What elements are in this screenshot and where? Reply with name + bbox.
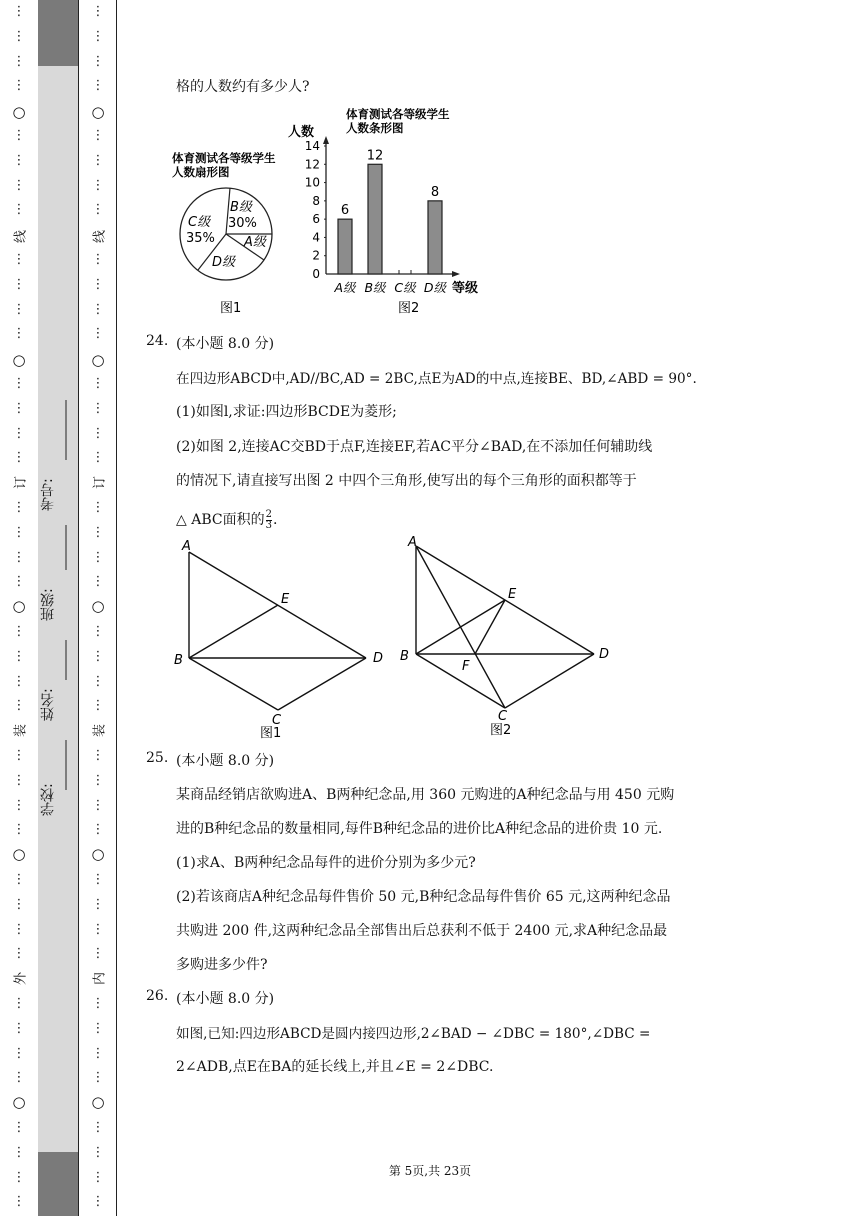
bar-x-arrow [452,271,460,277]
q26-line1: 如图,已知:四边形ABCD是圆内接四边形,2∠BAD − ∠DBC = 180°,∠DBC = [176,1026,651,1042]
pie-label-b: B级 [230,200,252,215]
outer-dots: ⋮ [12,400,26,416]
bar-value-label: 8 [430,184,440,200]
outer-cut-mark: 线 [13,230,29,244]
bar-value-label: 6 [340,203,350,219]
q24-line3-suffix: . [272,512,278,528]
q25-number: 25. [146,750,169,766]
inner-dots: ⋮ [91,1070,105,1086]
q24-figure-1 [170,534,390,740]
outer-dots: ⋮ [12,896,26,912]
inner-cut-mark: 订 [92,476,108,490]
inner-dots: ⋮ [91,28,105,44]
inner-dots: ⋮ [91,524,105,540]
inner-circle-mark: ○ [91,351,105,369]
inner-dots: ⋮ [91,996,105,1011]
inner-dots: ⋮ [91,698,105,714]
outer-cut-mark: 订 [13,476,29,490]
label-class: 班级: [40,588,56,622]
inner-dots: ⋮ [91,450,105,466]
outer-dots: ⋮ [12,822,26,838]
inner-dots: ⋮ [91,128,105,143]
inner-dots: ⋮ [91,797,105,813]
label-name: 姓名: [40,688,56,722]
q24-number: 24. [146,333,169,349]
outer-dots: ⋮ [12,748,26,763]
bar-title-line2: 人数条形图 [346,121,404,135]
pie-figure-label: 图1 [220,301,242,316]
bar-y-tick-label: 6 [312,212,320,227]
bar-y-tick-label: 0 [312,267,320,281]
outer-dots: ⋮ [12,1194,26,1210]
inner-dots: ⋮ [91,1020,105,1036]
q26-line2: 2∠ADB,点E在BA的延长线上,并且∠E = 2∠DBC. [176,1059,494,1075]
inner-dots: ⋮ [91,574,105,590]
inner-dots: ⋮ [91,549,105,565]
outer-dots: ⋮ [12,301,26,317]
q24-line3-prefix: △ ABC面积的 [176,512,265,528]
outer-dots: ⋮ [12,574,26,590]
outer-dots: ⋮ [12,1020,26,1036]
outer-dots: ⋮ [12,376,26,391]
bar-title-line1: 体育测试各等级学生 [346,107,450,121]
outer-dots: ⋮ [12,128,26,143]
fig2-label-d: D [599,647,610,662]
outer-dots: ⋮ [12,28,26,44]
q25-part2-line2: 共购进 200 件,这两种纪念品全部售出后总获利不低于 2400 元,求A种纪念品最 [176,923,668,939]
bar-ylabel: 人数 [288,125,315,140]
fig2-label-e: E [508,587,517,602]
inner-dots: ⋮ [91,276,105,292]
inner-dots: ⋮ [91,1169,105,1185]
q24-part2-line3 [176,509,277,531]
bar-y-tick-label: 12 [304,157,320,172]
inner-dots: ⋮ [91,152,105,168]
outer-dots: ⋮ [12,872,26,887]
inner-circle-mark: ○ [91,103,105,121]
outer-dots: ⋮ [12,1169,26,1185]
outer-dots: ⋮ [12,326,26,342]
pie-title-line2: 人数扇形图 [172,165,230,179]
q26-number: 26. [146,988,169,1004]
inner-cut-mark: 内 [92,972,108,986]
pie-label-d: D级 [212,255,236,270]
inner-dots: ⋮ [91,4,105,19]
outer-dots: ⋮ [12,648,26,664]
outer-dots: ⋮ [12,524,26,540]
q24-stem: 在四边形ABCD中,AD//BC,AD = 2BC,点E为AD的中点,连接BE、BD,∠ABD = 90°. [176,371,697,387]
fig1-label-d: D [373,651,384,666]
bar-x-tick-label: B级 [364,280,386,295]
pie-label-a: A级 [244,235,266,250]
outer-dots: ⋮ [12,1045,26,1061]
fig1-label-e: E [281,592,290,607]
outer-dots: ⋮ [12,78,26,94]
outer-dots: ⋮ [12,276,26,292]
outer-dots: ⋮ [12,202,26,218]
outer-dots: ⋮ [12,1070,26,1086]
outer-dotted-line [0,0,38,1216]
inner-dotted-line [79,0,117,1216]
fig2-label-f: F [462,659,470,674]
inner-dots: ⋮ [91,624,105,639]
label-exam-number: 考号: [40,478,56,512]
outer-dots: ⋮ [12,624,26,639]
outer-dots: ⋮ [12,425,26,441]
outer-dots: ⋮ [12,698,26,714]
outer-dots: ⋮ [12,772,26,788]
bar-y-ticks [305,139,326,281]
bar-x-tick-label: D级 [423,280,447,295]
outer-dots: ⋮ [12,797,26,813]
inner-circle-mark: ○ [91,845,105,863]
q25-line2: 进的B种纪念品的数量相同,每件B种纪念品的进价比A种纪念品的进价贵 10 元. [176,821,663,837]
q23-continuation: 格的人数约有多少人? [176,79,310,95]
inner-dots: ⋮ [91,301,105,317]
bar-y-arrow [323,136,329,144]
q26-score: (本小题 8.0 分) [176,991,275,1007]
outer-circle-mark: ○ [12,597,26,615]
inner-dots: ⋮ [91,326,105,342]
outer-cut-mark: 装 [13,724,29,738]
fig1-caption: 图1 [260,726,282,740]
inner-dots: ⋮ [91,1194,105,1210]
bar-x-tick-label: A级 [334,280,356,295]
pie-percent-c: 35% [186,231,215,246]
outer-dots: ⋮ [12,177,26,193]
bar-xlabel: 等级 [452,281,479,296]
q24-part2-line1: (2)如图 2,连接AC交BD于点F,连接EF,若AC平分∠BAD,在不添加任何辅助线 [176,439,653,455]
outer-dots: ⋮ [12,673,26,689]
inner-dots: ⋮ [91,1045,105,1061]
bar-y-tick-label: 10 [304,175,320,190]
pie-chart [168,148,298,318]
fig2-label-c: C [498,709,508,724]
inner-dots: ⋮ [91,772,105,788]
fraction-denominator: 3 [265,519,272,531]
q24-figure-2 [398,532,624,742]
inner-dots: ⋮ [91,946,105,962]
inner-dots: ⋮ [91,648,105,664]
pie-title-line1: 体育测试各等级学生 [172,151,276,165]
outer-dots: ⋮ [12,450,26,466]
outer-dots: ⋮ [12,500,26,515]
outer-dots: ⋮ [12,996,26,1011]
bar-bars [338,148,442,274]
q25-part2-line1: (2)若该商店A种纪念品每件售价 50 元,B种纪念品每件售价 65 元,这两种纪念品 [176,889,671,905]
bar-figure-label: 图2 [398,301,420,316]
q25-line1: 某商品经销店欲购进A、B两种纪念品,用 360 元购进的A种纪念品与用 450 元购 [176,787,675,803]
binding-outer-strip [0,0,39,1216]
q25-score: (本小题 8.0 分) [176,753,275,769]
inner-dots: ⋮ [91,1144,105,1160]
inner-dots: ⋮ [91,376,105,391]
inner-dots: ⋮ [91,78,105,94]
outer-circle-mark: ○ [12,845,26,863]
fraction-numerator: 2 [265,508,272,520]
outer-dots: ⋮ [12,921,26,937]
outer-dots: ⋮ [12,549,26,565]
q25-part1: (1)求A、B两种纪念品每件的进价分别为多少元? [176,855,476,871]
q25-part2-line3: 多购进多少件? [176,957,268,973]
bar-0 [338,219,352,274]
outer-dots: ⋮ [12,152,26,168]
inner-dots: ⋮ [91,400,105,416]
inner-dots: ⋮ [91,53,105,69]
inner-dots: ⋮ [91,748,105,763]
pie-label-c: C级 [188,215,211,230]
inner-dots: ⋮ [91,252,105,267]
fig2-caption: 图2 [490,723,512,738]
outer-cut-mark: 外 [13,972,29,986]
bar-1 [368,164,382,274]
bar-x-labels [333,280,447,295]
inner-dots: ⋮ [91,896,105,912]
q24-part1: (1)如图l,求证:四边形BCDE为菱形; [176,404,397,420]
bar-3 [428,201,442,274]
outer-circle-mark: ○ [12,351,26,369]
inner-dots: ⋮ [91,1120,105,1135]
inner-cut-mark: 线 [92,230,108,244]
inner-dots: ⋮ [91,177,105,193]
bar-chart [284,104,494,318]
bar-value-label: 12 [366,148,384,164]
label-school: 学校: [40,783,56,817]
outer-dots: ⋮ [12,1144,26,1160]
inner-circle-mark: ○ [91,1093,105,1111]
outer-dots: ⋮ [12,946,26,962]
inner-circle-mark: ○ [91,597,105,615]
pie-percent-b: 30% [228,216,257,231]
fig1-label-b: B [174,653,183,668]
bar-y-tick-label: 4 [312,230,320,245]
inner-dots: ⋮ [91,202,105,218]
outer-dots: ⋮ [12,4,26,19]
inner-dots: ⋮ [91,822,105,838]
outer-circle-mark: ○ [12,103,26,121]
binding-blank-lines [38,0,78,1216]
fig1-label-a: A [182,539,191,554]
inner-dots: ⋮ [91,425,105,441]
inner-dots: ⋮ [91,500,105,515]
q24-part2-line2: 的情况下,请直接写出图 2 中四个三角形,使写出的每个三角形的面积都等于 [176,473,637,489]
q24-score: (本小题 8.0 分) [176,336,275,352]
fig2-label-a: A [408,535,417,550]
bar-y-tick-label: 8 [312,193,320,208]
inner-cut-mark: 装 [92,724,108,738]
outer-dots: ⋮ [12,252,26,267]
inner-dots: ⋮ [91,921,105,937]
outer-dots: ⋮ [12,53,26,69]
bar-x-tick-label: C级 [394,280,416,295]
fraction-two-thirds [266,510,272,531]
bar-y-tick-label: 14 [304,139,320,153]
fig1-label-c: C [272,713,282,728]
inner-dots: ⋮ [91,872,105,887]
outer-circle-mark: ○ [12,1093,26,1111]
outer-dots: ⋮ [12,1120,26,1135]
inner-dots: ⋮ [91,673,105,689]
fig2-label-b: B [400,649,409,664]
bar-y-tick-label: 2 [312,248,320,263]
page-footer: 第 5页,共 23页 [388,1164,472,1178]
